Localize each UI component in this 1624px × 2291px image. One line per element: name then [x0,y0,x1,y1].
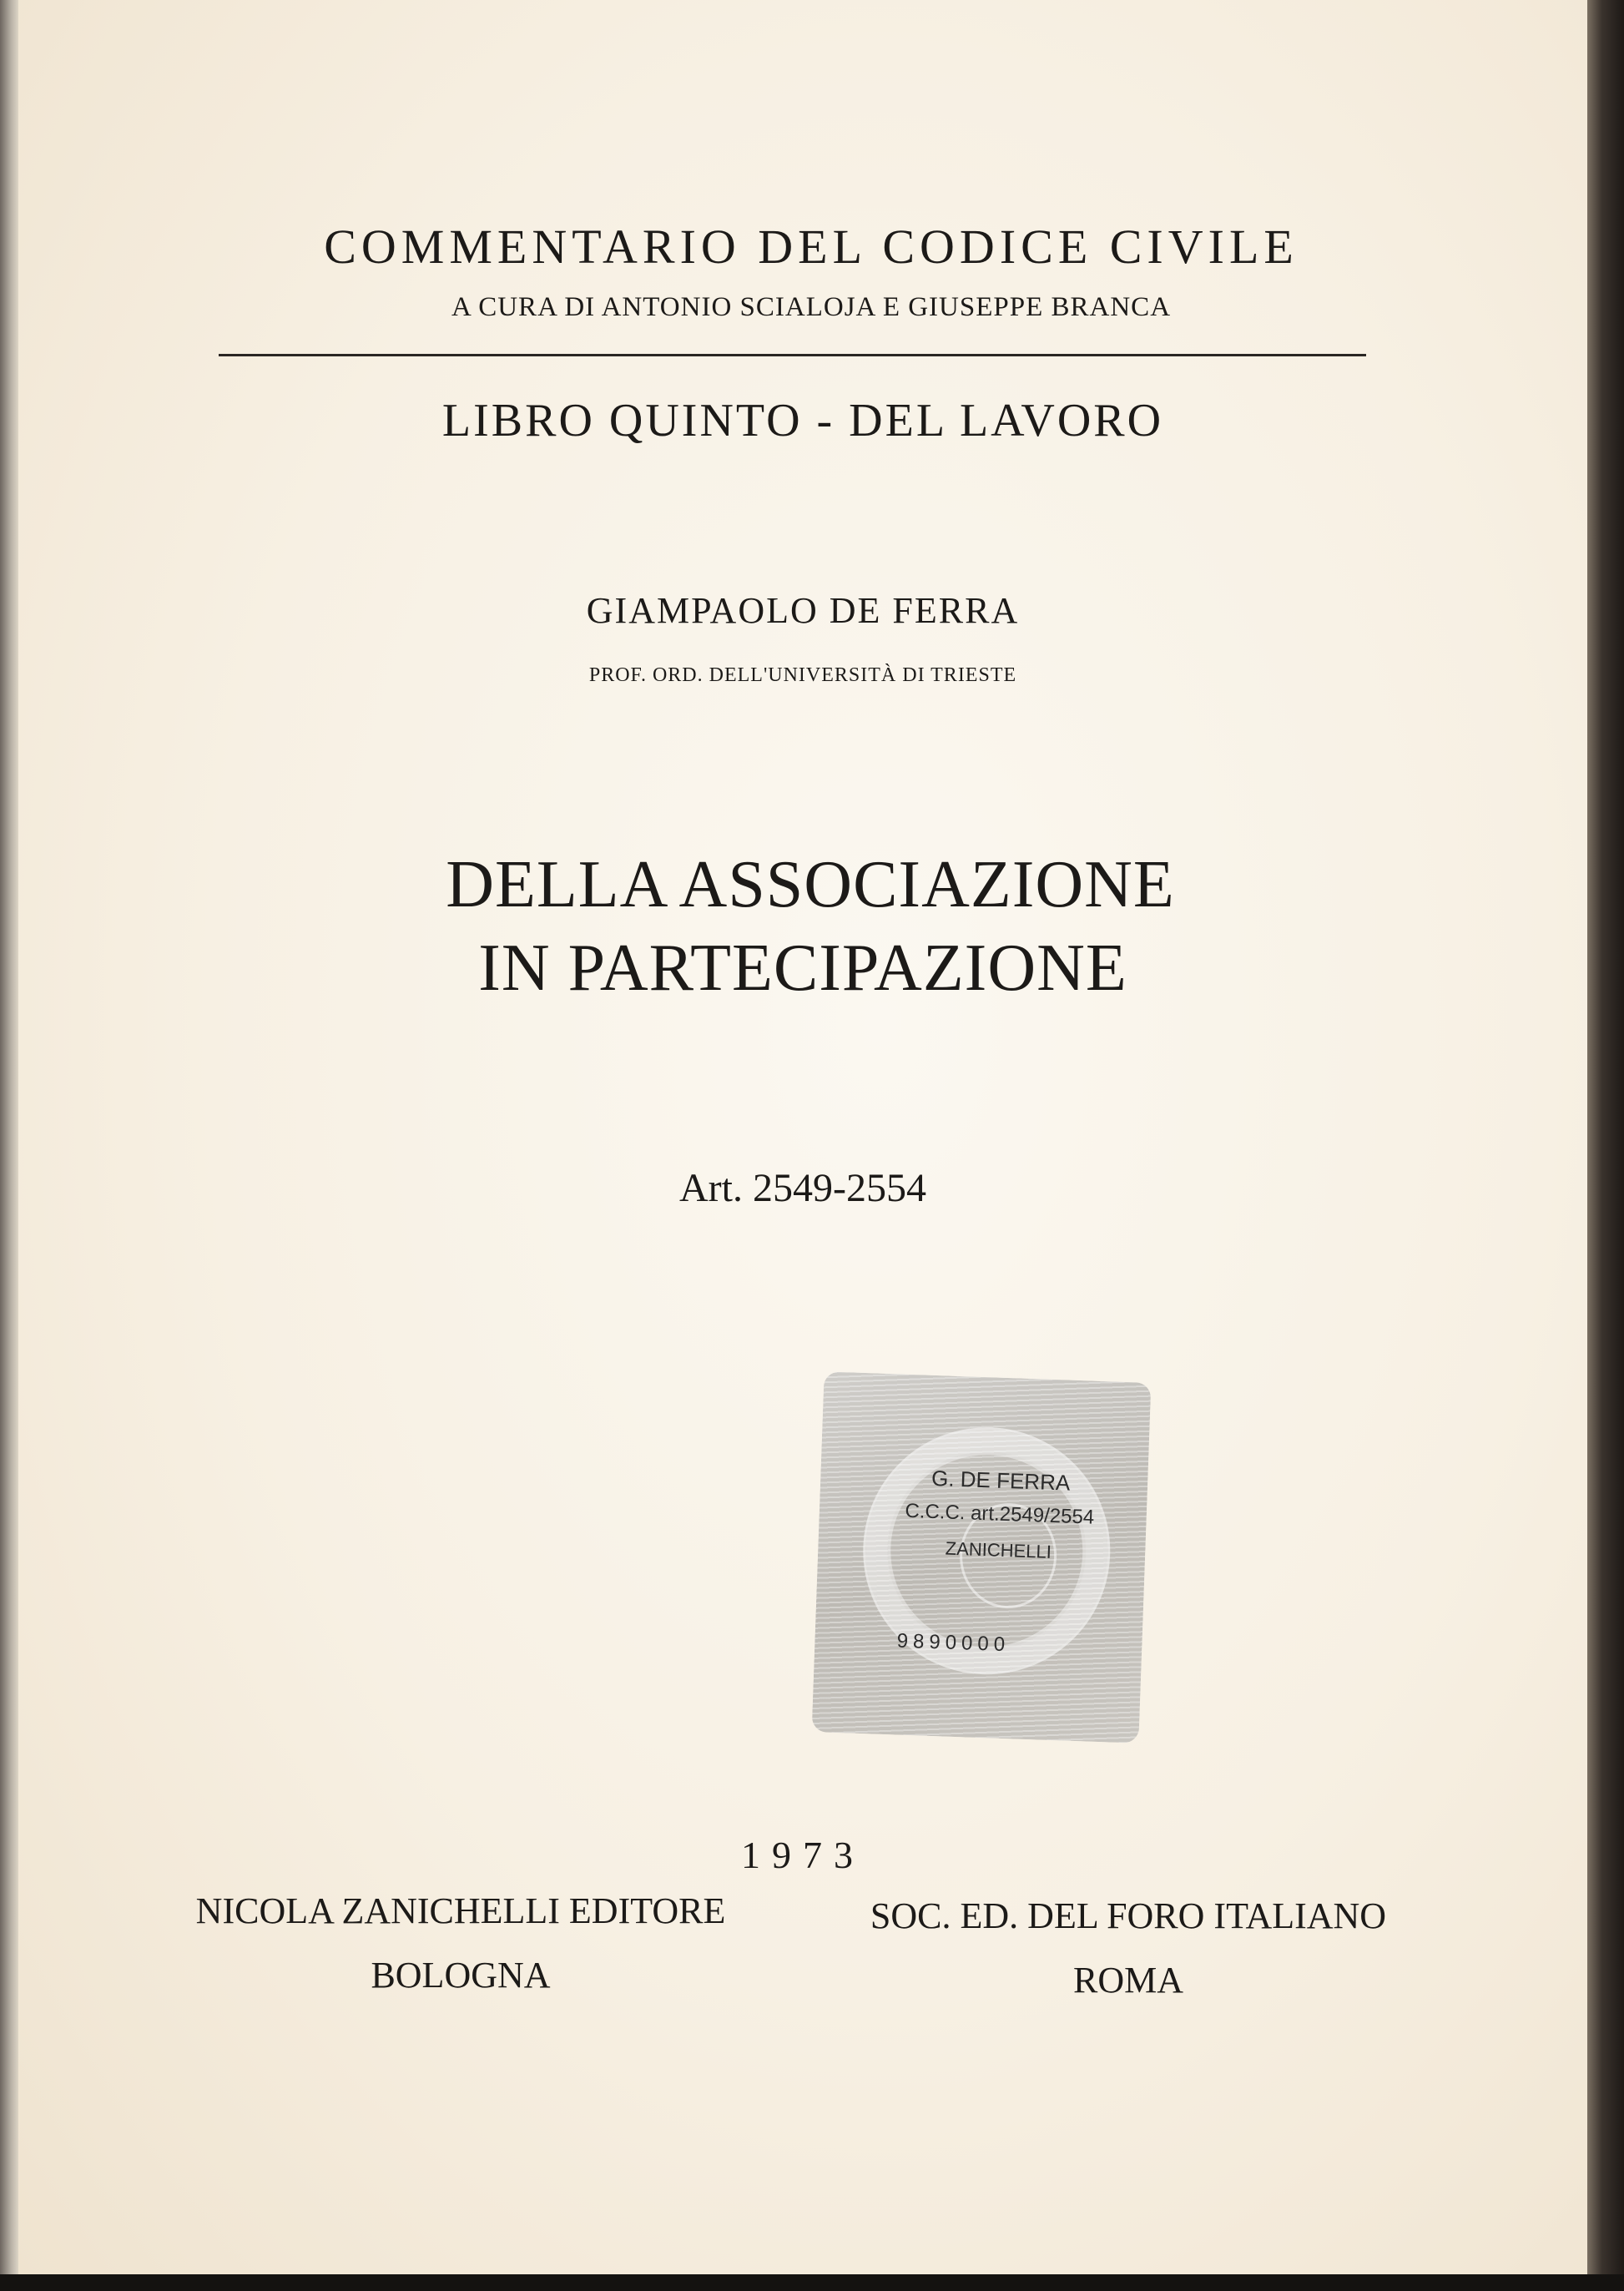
publisher-right-name: SOC. ED. DEL FORO ITALIANO [870,1895,1387,1936]
publisher-left-name: NICOLA ZANICHELLI EDITORE [195,1890,726,1931]
title-page [18,0,1587,2274]
page-left-edge [0,0,18,2291]
stamp-articles: C.C.C. art.2549/2554 [905,1499,1095,1529]
article-range: Art. 2549-2554 [679,1166,926,1210]
stamp-publisher: ZANICHELLI [945,1537,1052,1562]
series-title: COMMENTARIO DEL CODICE CIVILE [324,220,1299,274]
publisher-left-city: BOLOGNA [371,1955,551,1996]
stamp-author: G. DE FERRA [931,1465,1071,1496]
authenticity-stamp [812,1371,1152,1743]
author-name: GIAMPAOLO DE FERRA [586,590,1020,631]
book-title: LIBRO QUINTO - DEL LAVORO [441,395,1164,447]
main-title-line-2: IN PARTECIPAZIONE [478,931,1127,1005]
author-affiliation: PROF. ORD. DELL'UNIVERSITÀ DI TRIESTE [588,664,1017,686]
publisher-left [152,1890,769,1996]
book-spine-edge [1587,0,1624,2291]
publisher-right [820,1895,1437,2001]
publisher-right-city: ROMA [1072,1960,1184,2001]
main-title [18,843,1587,1010]
stamp-number: 9890000 [896,1629,1011,1657]
publication-year: 1973 [741,1834,865,1876]
horizontal-rule [219,354,1366,356]
series-editors: A CURA DI ANTONIO SCIALOJA E GIUSEPPE BRANCA [451,292,1172,322]
main-title-line-1: DELLA ASSOCIAZIONE [446,848,1175,921]
page-bottom-edge [0,2274,1624,2291]
